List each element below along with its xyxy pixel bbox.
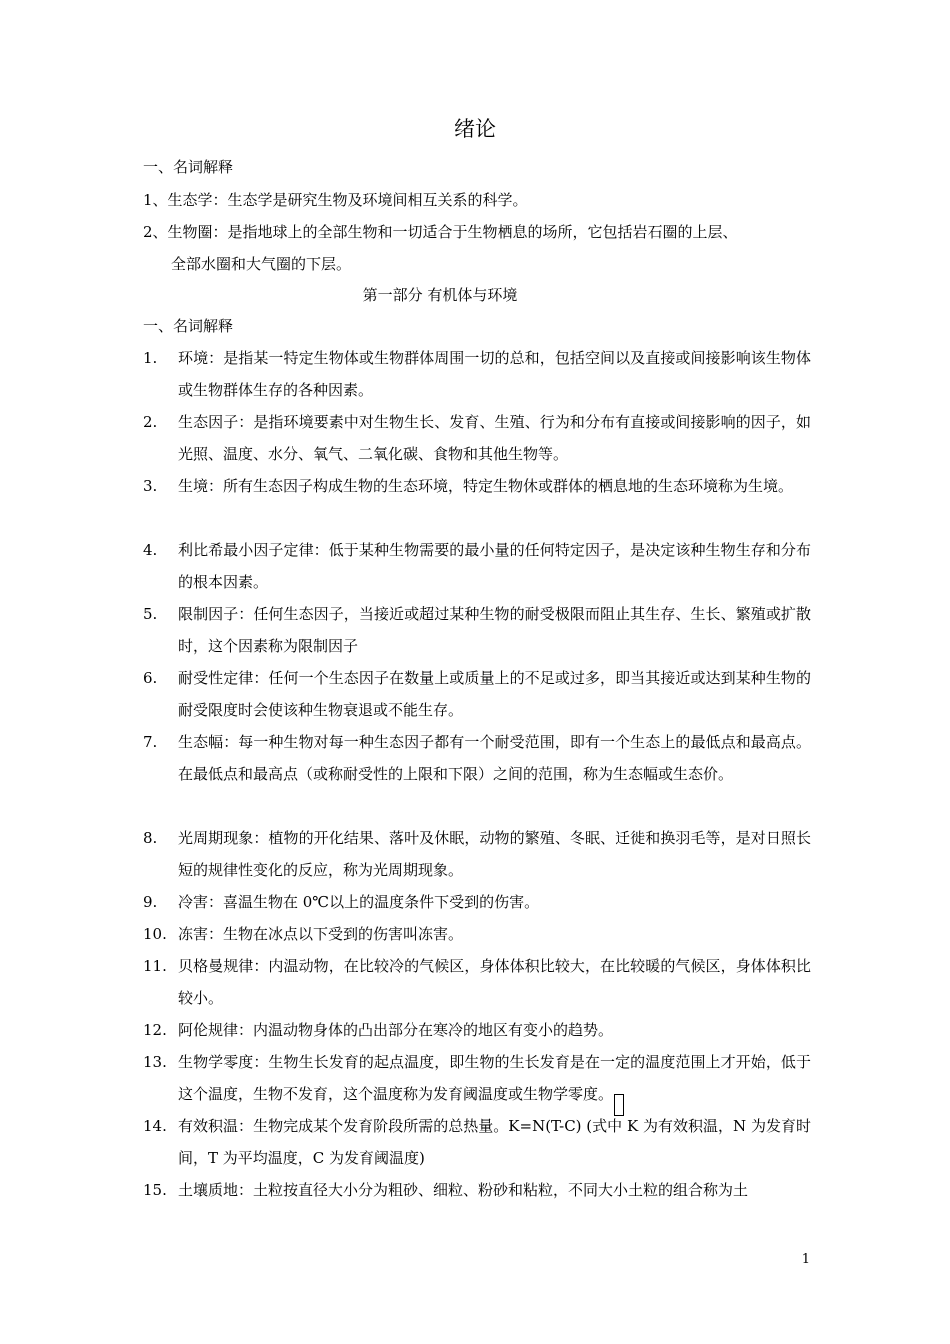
definition-item-15 <box>143 1174 811 1206</box>
item-number: 15. <box>143 1181 167 1199</box>
item-number: 5. <box>143 605 158 623</box>
item-text: 有效积温：生物完成某个发育阶段所需的总热量。K=N(T-C) (式中 K 为有效积温，N 为发育时间，T 为平均温度，C 为发育阈温度) <box>178 1117 811 1167</box>
item-text: 土壤质地：土粒按直径大小分为粗砂、细粒、粉砂和粘粒，不同大小土粒的组合称为土 <box>178 1181 749 1199</box>
page-title: 绪论 <box>454 117 496 141</box>
item-number: 4. <box>143 541 158 559</box>
intro-item-text-line2: 全部水圈和大气圈的下层。 <box>171 255 352 273</box>
item-text: 生态因子：是指环境要素中对生物生长、发育、生殖、行为和分布有直接或间接影响的因子，如光照、温度、水分、氧气、二氧化碳、食物和其他生物等。 <box>178 413 811 463</box>
item-number: 14. <box>143 1117 167 1135</box>
intro-section-heading: 一、名词解释 <box>143 158 234 176</box>
item-text: 限制因子：任何生态因子，当接近或超过某种生物的耐受极限而阻止其生存、生长、繁殖或扩散时，这个因素称为限制因子 <box>178 605 811 655</box>
item-text: 耐受性定律：任何一个生态因子在数量上或质量上的不足或过多，即当其接近或达到某种生物的耐受限度时会使该种生物衰退或不能生存。 <box>178 669 811 719</box>
item-number: 6. <box>143 669 158 687</box>
placeholder-glyph-box <box>614 1094 624 1116</box>
definition-item-10 <box>143 918 811 950</box>
page-number: 1 <box>801 1252 810 1267</box>
intro-item-1 <box>143 184 813 216</box>
definition-item-2 <box>143 406 811 470</box>
item-number: 11. <box>143 957 167 975</box>
definition-item-14 <box>143 1110 811 1174</box>
item-text: 阿伦规律：内温动物身体的凸出部分在寒冷的地区有变小的趋势。 <box>178 1021 614 1039</box>
item-text: 生物学零度：生物生长发育的起点温度，即生物的生长发育是在一定的温度范围上才开始，低于这个温度，生物不发育，这个温度称为发育阈温度或生物学零度。 <box>178 1053 811 1103</box>
item-number: 10. <box>143 925 167 943</box>
part-section-heading: 一、名词解释 <box>143 317 234 335</box>
item-text: 生态幅：每一种生物对每一种生态因子都有一个耐受范围，即有一个生态上的最低点和最高点。在最低点和最高点（或称耐受性的上限和下限）之间的范围，称为生态幅或生态价。 <box>178 733 811 783</box>
definition-item-5 <box>143 598 811 662</box>
item-number: 1. <box>143 349 158 367</box>
item-text: 冻害：生物在冰点以下受到的伤害叫冻害。 <box>178 925 464 943</box>
definition-item-13 <box>143 1046 811 1110</box>
definition-item-3 <box>143 470 811 502</box>
definition-item-8 <box>143 822 811 886</box>
definition-item-6 <box>143 662 811 726</box>
item-text: 环境：是指某一特定生物体或生物群体周围一切的总和，包括空间以及直接或间接影响该生物体或生物群体生存的各种因素。 <box>178 349 811 399</box>
part-title: 第一部分 有机体与环境 <box>362 286 518 304</box>
definition-item-11 <box>143 950 811 1014</box>
intro-item-text-line1: 2、生物圈：是指地球上的全部生物和一切适合于生物栖息的场所，它包括岩石圈的上层、 <box>143 223 738 241</box>
item-number: 13. <box>143 1053 167 1071</box>
item-number: 3. <box>143 477 158 495</box>
item-text: 利比希最小因子定律：低于某种生物需要的最小量的任何特定因子，是决定该种生物生存和分布的根本因素。 <box>178 541 811 591</box>
definition-item-12 <box>143 1014 811 1046</box>
item-text: 生境：所有生态因子构成生物的生态环境，特定生物休或群体的栖息地的生态环境称为生境。 <box>178 477 794 495</box>
item-text: 光周期现象：植物的开化结果、落叶及休眠，动物的繁殖、冬眠、迁徙和换羽毛等，是对日照长短的规律性变化的反应，称为光周期现象。 <box>178 829 811 879</box>
intro-item-2 <box>143 216 813 280</box>
item-number: 8. <box>143 829 158 847</box>
item-number: 9. <box>143 893 158 911</box>
item-text: 贝格曼规律：内温动物，在比较冷的气候区，身体体积比较大，在比较暖的气候区，身体体积比较小。 <box>178 957 811 1007</box>
item-text: 冷害：喜温生物在 0℃以上的温度条件下受到的伤害。 <box>178 893 540 911</box>
item-number: 7. <box>143 733 158 751</box>
item-number: 2. <box>143 413 158 431</box>
definition-item-4 <box>143 534 811 598</box>
item-number: 12. <box>143 1021 167 1039</box>
definition-item-1 <box>143 342 811 406</box>
definition-item-7 <box>143 726 811 790</box>
intro-item-text: 1、生态学：生态学是研究生物及环境间相互关系的科学。 <box>143 191 528 209</box>
definition-item-9 <box>143 886 811 918</box>
